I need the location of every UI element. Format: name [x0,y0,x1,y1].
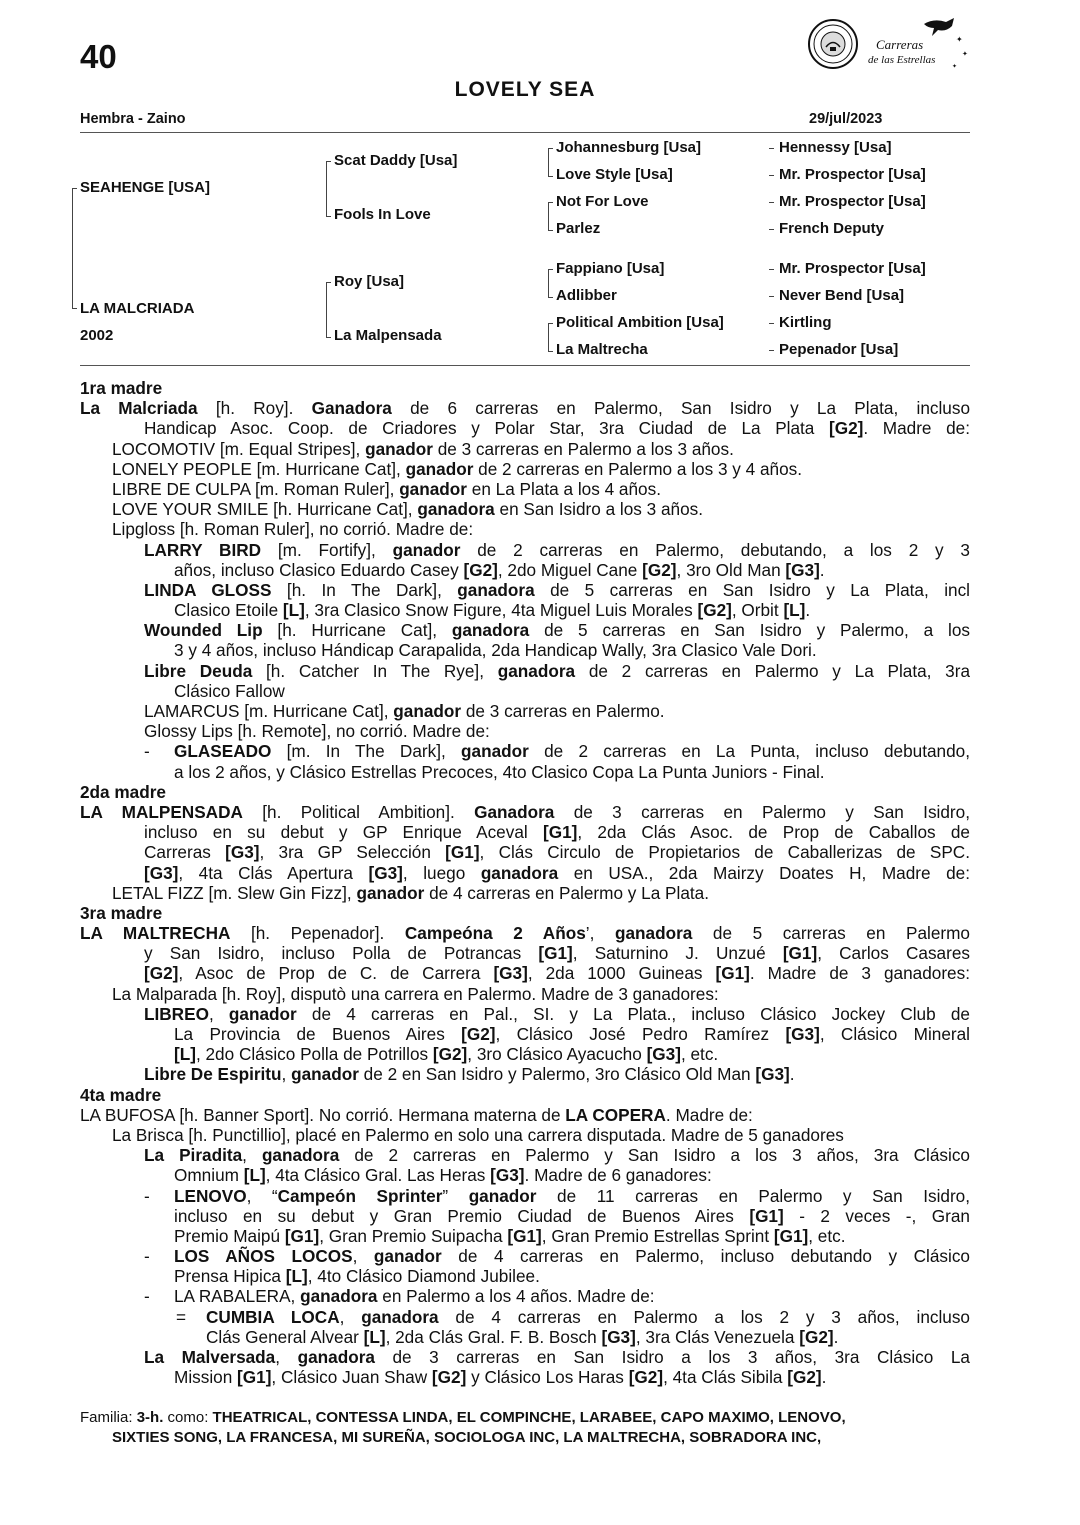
notes-line: LA MALPENSADA [h. Political Ambition]. Ganadora de 3 carreras en Palermo y San Isidro, [80,801,970,822]
brand-text-2: de las Estrellas [868,54,936,66]
sponsor-logos [806,14,971,74]
pedigree-g4: Kirtling [779,314,832,331]
notes-line: LIBREO, ganador de 4 carreras en Pal., SI. y La Plata., incluso Clásico Jockey Club de [144,1003,970,1024]
pedigree-tick [769,229,774,230]
notes-line: Clás General Alvear [L], 2da Clás Gral. F. B. Bosch [G3], 3ra Clás Venezuela [G2]. [206,1326,839,1347]
svg-text:✦: ✦ [962,51,968,58]
section-heading: 2da madre [80,781,166,802]
list-marker: = [176,1306,187,1327]
svg-text:✦: ✦ [952,64,958,70]
notes-line: LONELY PEOPLE [m. Hurricane Cat], ganador de 2 carreras en Palermo a los 3 y 4 años. [112,458,803,479]
section-heading: 3ra madre [80,902,163,923]
notes-line: a los 2 años, y Clásico Estrellas Precoces, 4to Clasico Copa La Punta Juniors - Final. [174,761,825,782]
pedigree-tick [769,202,774,203]
sex-color: Hembra - Zaino [80,111,186,127]
notes-line: incluso en su debut y GP Enrique Aceval [G1], 2da Clás Asoc. de Prop de Caballos de [144,822,970,843]
notes-line: Clásico Fallow [174,680,285,701]
pedigree-g3: Love Style [Usa] [556,166,673,183]
pedigree-dam-year: 2002 [80,327,114,344]
notes-line: Libre De Espiritu, ganador de 2 en San Isidro y Palermo, 3ro Clásico Old Man [G3]. [144,1064,795,1085]
notes-line: Omnium [L], 4ta Clásico Gral. Las Heras [G3]. Madre de 6 ganadores: [174,1165,712,1186]
notes-line: Glossy Lips [h. Remote], no corrió. Madre de: [144,721,490,742]
familia-line: Familia: 3-h. como: THEATRICAL, CONTESSA LINDA, EL COMPINCHE, LARABEE, CAPO MAXIMO, LENOVO, [80,1409,846,1426]
notes-line: LARRY BIRD [m. Fortify], ganador de 2 carreras en Palermo, debutando, a los 2 y 3 [144,539,970,560]
brand-text-1: Carreras [876,37,924,52]
page-date: 29/jul/2023 [809,111,883,127]
notes-line: = CUMBIA LOCA, ganadora de 4 carreras en Palermo a los 2 y 3 años, incluso [176,1306,970,1327]
notes-line: LA MALTRECHA [h. Pepenador]. Campeóna 2 Años’, ganadora de 5 carreras en Palermo [80,923,970,944]
pedigree-g4: Never Bend [Usa] [779,287,905,304]
notes-line: Mission [G1], Clásico Juan Shaw [G2] y Clásico Los Haras [G2], 4ta Clás Sibila [G2]. [174,1367,827,1388]
notes-line: Libre Deuda [h. Catcher In The Rye], ganadora de 2 carreras en Palermo y La Plata, 3ra [144,660,970,681]
breeders-cup-seal-logo [806,14,971,74]
pedigree-g3: Johannesburg [Usa] [556,139,702,156]
pedigree-tick [769,350,774,351]
notes-line: Prensa Hipica [L], 4to Clásico Diamond Jubilee. [174,1266,540,1287]
pedigree-bottom-rule [80,365,970,366]
notes-line: Lipgloss [h. Roman Ruler], no corrió. Madre de: [112,519,474,540]
notes-line: años, incluso Clasico Eduardo Casey [G2], 2do Miguel Cane [G2], 3ro Old Man [G3]. [174,559,825,580]
notes-line: [G2], Asoc de Prop de C. de Carrera [G3], 2da 1000 Guineas [G1]. Madre de 3 ganadores: [144,963,970,984]
pedigree-g4: Mr. Prospector [Usa] [779,260,926,277]
notes-line: Clasico Etoile [L], 3ra Clasico Snow Figure, 4ta Miguel Luis Morales [G2], Orbit [L]. [174,600,811,621]
pedigree-g3: Political Ambition [Usa] [556,314,724,331]
family-footer [80,1408,970,1448]
pedigree-g3: La Maltrecha [556,341,648,358]
notes-line: LOVE YOUR SMILE [h. Hurricane Cat], ganadora en San Isidro a los 3 años. [112,499,704,520]
pedigree-bracket [72,188,77,309]
notes-line: - GLASEADO [m. In The Dark], ganador de 2 carreras en La Punta, incluso debutando, [144,741,970,762]
notes-line: - LOS AÑOS LOCOS, ganador de 4 carreras en Palermo, incluso debutando y Clásico [144,1246,970,1267]
pedigree-g3: Parlez [556,220,601,237]
pedigree-tick [769,296,774,297]
pedigree-g3: Adlibber [556,287,617,304]
notes-line: Handicap Asoc. Coop. de Criadores y Polar Star, 3ra Ciudad de La Plata [G2]. Madre de: [144,418,970,439]
notes-line: LOCOMOTIV [m. Equal Stripes], ganador de 3 carreras en Palermo a los 3 años. [112,438,734,459]
notes-line: Premio Maipú [G1], Gran Premio Suipacha [G1], Gran Premio Estrellas Sprint [G1], etc. [174,1225,846,1246]
pedigree-g3: Fappiano [Usa] [556,260,665,277]
pedigree-bracket [548,269,553,298]
notes-line: y San Isidro, incluso Polla de Potrancas [G1], Saturnino J. Unzué [G1], Carlos Casares [144,943,970,964]
pedigree-bracket [548,148,553,177]
notes-line: 3 y 4 años, incluso Hándicap Carapalida, 2da Handicap Wally, 3ra Clasico Vale Dori. [174,640,817,661]
pedigree-dam: LA MALCRIADA [80,300,195,317]
notes-line: [L], 2do Clásico Polla de Potrillos [G2], 3ro Clásico Ayacucho [G3], etc. [174,1044,719,1065]
pedigree-tick [769,148,774,149]
notes-line: - LENOVO, “Campeón Sprinter” ganador de 11 carreras en Palermo y San Isidro, [144,1185,970,1206]
pedigree-g2: Fools In Love [334,206,431,223]
family-notes [80,378,970,1387]
notes-line: LINDA GLOSS [h. In The Dark], ganadora de 5 carreras en San Isidro y La Plata, incl [144,579,970,600]
list-marker: - [144,741,150,762]
notes-line: La Piradita, ganadora de 2 carreras en Palermo y San Isidro a los 3 años, 3ra Clásico [144,1145,970,1166]
notes-line: Wounded Lip [h. Hurricane Cat], ganadora de 5 carreras en San Isidro y Palermo, a los [144,620,970,641]
pedigree-g4: Mr. Prospector [Usa] [779,193,926,210]
notes-line: La Malcriada [h. Roy]. Ganadora de 6 carreras en Palermo, San Isidro y La Plata, incluso [80,398,970,419]
notes-line: LAMARCUS [m. Hurricane Cat], ganador de 3 carreras en Palermo. [144,701,665,721]
notes-line: La Brisca [h. Punctillio], placé en Palermo en solo una carrera disputada. Madre de 5 ganadores [112,1124,844,1145]
pedigree-g4: French Deputy [779,220,885,237]
pedigree-g4: Pepenador [Usa] [779,341,899,358]
notes-line: LIBRE DE CULPA [m. Roman Ruler], ganador en La Plata a los 4 años. [112,478,661,499]
pedigree-top-rule [80,132,970,133]
section-heading: 1ra madre [80,378,163,398]
pedigree-tick [769,323,774,324]
notes-line: La Malversada, ganadora de 3 carreras en San Isidro a los 3 años, 3ra Clásico La [144,1347,970,1367]
pedigree-g2: La Malpensada [334,327,442,344]
pedigree-bracket [548,323,553,352]
notes-line: Carreras [G3], 3ra GP Selección [G1], Clás Circulo de Propietarios de Caballerizas de SPC. [144,842,970,863]
svg-text:✦: ✦ [956,35,963,44]
pedigree-tick [769,175,774,176]
pedigree-g2: Roy [Usa] [334,273,405,290]
pedigree-bracket [326,161,331,217]
section-heading: 4ta madre [80,1084,162,1105]
pedigree-g2: Scat Daddy [Usa] [334,152,458,169]
pedigree-g4: Mr. Prospector [Usa] [779,166,926,183]
list-marker: - [144,1185,150,1206]
pedigree-g3: Not For Love [556,193,649,210]
horse-name: LOVELY SEA [454,78,596,101]
notes-line: La Provincia de Buenos Aires [G2], Clásico José Pedro Ramírez [G3], Clásico Mineral [174,1024,970,1044]
notes-line: LETAL FIZZ [m. Slew Gin Fizz], ganador de 4 carreras en Palermo y La Plata. [112,882,709,903]
pedigree-g4: Hennessy [Usa] [779,139,892,156]
familia-line: SIXTIES SONG, LA FRANCESA, MI SUREÑA, SOCIOLOGA INC, LA MALTRECHA, SOBRADORA INC, [112,1429,822,1446]
notes-line: LA BUFOSA [h. Banner Sport]. No corrió. Hermana materna de LA COPERA. Madre de: [80,1104,753,1125]
list-marker: - [144,1246,150,1267]
pedigree-bracket [548,202,553,231]
pedigree-bracket [326,282,331,338]
notes-line: incluso en su debut y Gran Premio Ciudad de Buenos Aires [G1] - 2 veces -, Gran [174,1205,970,1226]
pedigree-tick [769,269,774,270]
page-number: 40 [80,38,117,75]
notes-line: - LA RABALERA, ganadora en Palermo a los 4 años. Madre de: [144,1286,655,1307]
list-marker: - [144,1286,150,1307]
pedigree-sire: SEAHENGE [USA] [80,179,211,196]
notes-line: [G3], 4ta Clás Apertura [G3], luego ganadora en USA., 2da Mairzy Doates H, Madre de: [144,862,970,883]
notes-line: La Malparada [h. Roy], disputò una carrera en Palermo. Madre de 3 ganadores: [112,983,719,1004]
